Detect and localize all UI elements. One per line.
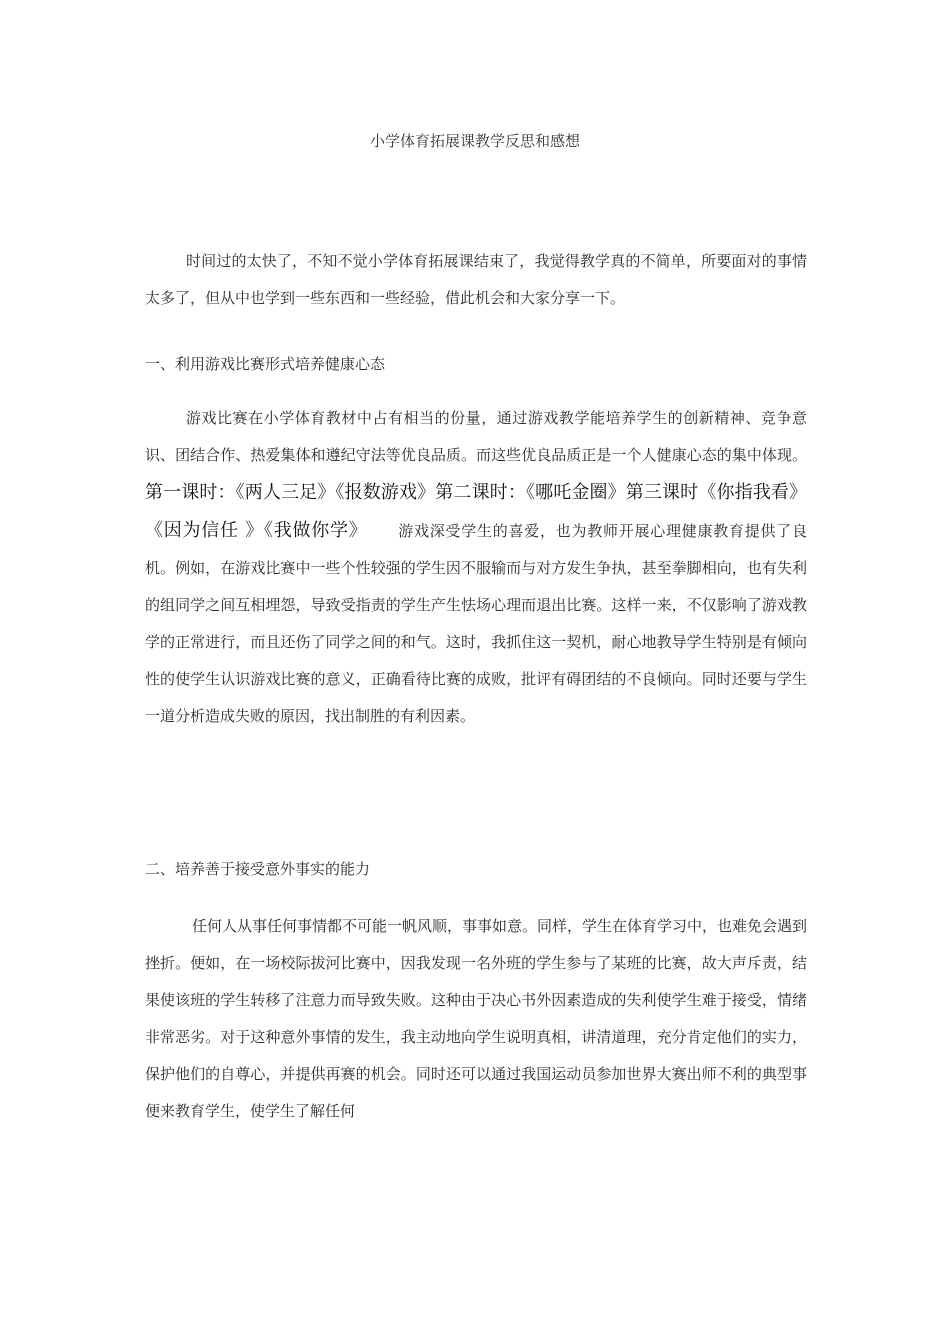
section-heading-1: 一、利用游戏比赛形式培养健康心态 <box>145 355 386 373</box>
section1-text-end: 游戏深受学生的喜爱，也为教师开展心理健康教育提供了良机。例如，在游戏比赛中一些个性较强的学生因不服输而与对方发生争执，甚至拳脚相向，也有失利的组同学之间互相埋怨，导致受指责的学生产生怯场心理而退出比赛。这样一来，不仅影响了游戏教学的正常进行，而且还伤了同学之间的和气。这时，我抓住这一契机，耐心地教导学生特别是有倾向性的使学生认识游戏比赛的意义，正确看待比赛的成败，批评有碍团结的不良倾向。同时还要与学生一道分析造成失败的原因，找出制胜的有利因素。 <box>145 522 807 725</box>
section1-text-start: 游戏比赛在小学体育教材中占有相当的份量，通过游戏教学能培养学生的创新精神、竞争意识、团结合作、热爱集体和遵纪守法等优良品质。而这些优良品质正是一个人健康心态的集中体现。 <box>145 409 807 464</box>
section1-paragraph <box>145 400 807 735</box>
intro-paragraph: 时间过的太快了，不知不觉小学体育拓展课结束了，我觉得教学真的不简单，所要面对的事情太多了，但从中也学到一些东西和一些经验，借此机会和大家分享一下。 <box>145 252 807 307</box>
document-title: 小学体育拓展课教学反思和感想 <box>369 132 580 150</box>
section-heading-2: 二、培养善于接受意外事实的能力 <box>145 860 371 878</box>
section2-paragraph: 任何人从事任何事情都不可能一帆风顺，事事如意。同样，学生在体育学习中，也难免会遇到挫折。便如，在一场校际拔河比赛中，因我发现一名外班的学生参与了某班的比赛，故大声斥责，结果使该班的学生转移了注意力而导致失败。这种由于决心书外因素造成的失利使学生难于接受，情绪非常恶劣。对于这种意外事情的发生，我主动地向学生说明真相，讲清道理，充分肯定他们的实力，保护他们的自尊心，并提供再赛的机会。同时还可以通过我国运动员参加世界大赛出师不利的典型事便来教育学生，使学生了解任何 <box>145 917 808 1120</box>
lesson-list: 第一课时：《两人三足》《报数游戏》第二课时：《哪吒金圈》第三课时《你指我看》《因为信任 》《我做你学》 <box>145 482 807 541</box>
